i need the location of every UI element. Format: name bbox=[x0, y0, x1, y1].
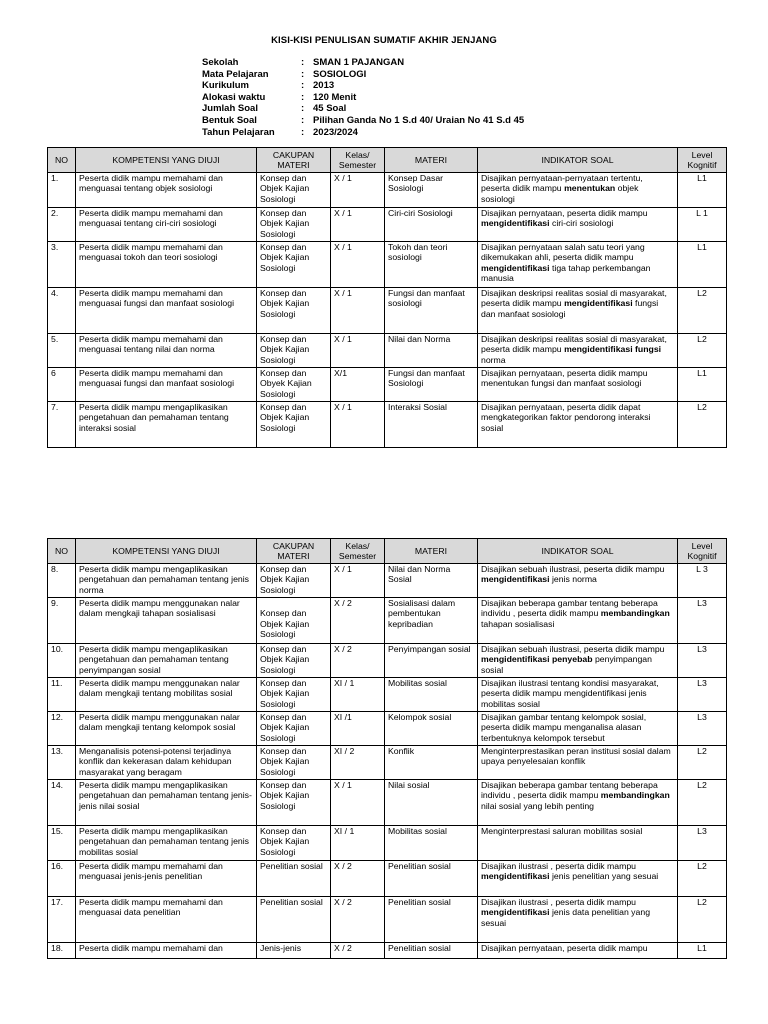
indikator-text: Disajikan gambar tentang kelompok sosial, peserta didik mampu menganalisa alasan terbentuknya kelompok tersebut bbox=[481, 712, 647, 743]
kelas-cell: X / 1 bbox=[331, 402, 385, 448]
level-cell: L1 bbox=[678, 943, 727, 959]
meta-colon: : bbox=[301, 80, 305, 92]
meta-row bbox=[202, 103, 524, 115]
meta-value: 45 Soal bbox=[313, 103, 347, 115]
meta-row bbox=[202, 80, 524, 92]
table-row bbox=[48, 678, 727, 712]
table-row bbox=[48, 897, 727, 943]
materi-cell: Ciri-ciri Sosiologi bbox=[385, 208, 478, 242]
col-header-materi: MATERI bbox=[385, 539, 478, 564]
kompetensi-cell: Peserta didik mampu memahami dan menguasai tentang nilai dan norma bbox=[76, 334, 257, 368]
materi-cell: Penelitian sosial bbox=[385, 897, 478, 943]
kompetensi-cell: Peserta didik mampu mengaplikasikan pengetahuan dan pemahaman tentang penyimpangan sosial bbox=[76, 644, 257, 678]
materi-cell: Fungsi dan manfaat Sosiologi bbox=[385, 368, 478, 402]
indikator-text: Disajikan pernyataan, peserta didik mampu bbox=[481, 943, 648, 953]
document-title: KISI-KISI PENULISAN SUMATIF AKHIR JENJANG bbox=[271, 35, 497, 46]
indikator-cell bbox=[478, 564, 678, 598]
kelas-cell: X / 2 bbox=[331, 943, 385, 959]
materi-cell: Interaksi Sosial bbox=[385, 402, 478, 448]
indikator-text: Disajikan deskripsi realitas sosial di masyarakat, peserta didik mampu bbox=[481, 334, 667, 355]
indikator-keyword: menentukan bbox=[564, 183, 616, 194]
kompetensi-cell: Peserta didik mampu memahami dan bbox=[76, 943, 257, 959]
cakupan-cell: Jenis-jenis bbox=[257, 943, 331, 959]
meta-colon: : bbox=[301, 114, 305, 126]
indikator-cell bbox=[478, 678, 678, 712]
materi-cell: Konsep Dasar Sosiologi bbox=[385, 173, 478, 208]
meta-colon: : bbox=[301, 126, 305, 138]
indikator-text: Disajikan pernyataan, peserta didik mampu bbox=[481, 208, 648, 218]
indikator-text-end: penyimpangan sosial bbox=[481, 654, 652, 675]
indikator-keyword: mengidentifikasi bbox=[564, 298, 633, 309]
indikator-text: Disajikan ilustrasi tentang kondisi masyarakat, peserta didik mampu mengidentifikasi jenis mobilitas sosial bbox=[481, 678, 659, 709]
cakupan-cell: Konsep dan Objek Kajian Sosiologi bbox=[257, 242, 331, 288]
meta-label: Mata Pelajaran bbox=[202, 68, 269, 80]
table-header-row bbox=[48, 539, 727, 564]
kelas-cell: X / 1 bbox=[331, 208, 385, 242]
row-number: 15. bbox=[48, 826, 76, 861]
kelas-cell: XI / 1 bbox=[331, 678, 385, 712]
indikator-text: Menginterprestasikan peran institusi sosial dalam upaya penyelesaian konflik bbox=[481, 746, 671, 767]
meta-colon: : bbox=[301, 91, 305, 103]
materi-cell: Nilai dan Norma Sosial bbox=[385, 564, 478, 598]
cakupan-cell: Konsep dan Objek Kajian Sosiologi bbox=[257, 288, 331, 334]
indikator-keyword: mengidentifikasi bbox=[481, 907, 550, 918]
meta-label: Jumlah Soal bbox=[202, 103, 258, 115]
indikator-text-end: nilai sosial yang lebih penting bbox=[481, 800, 595, 811]
level-cell: L1 bbox=[678, 368, 727, 402]
kelas-cell: X / 2 bbox=[331, 897, 385, 943]
level-cell: L3 bbox=[678, 712, 727, 746]
indikator-text-end: norma bbox=[481, 354, 506, 365]
indikator-cell bbox=[478, 288, 678, 334]
row-number: 5. bbox=[48, 334, 76, 368]
kompetensi-cell: Peserta didik mampu mengaplikasikan pengetahuan dan pemahaman tentang jenis norma bbox=[76, 564, 257, 598]
kisi-table-2 bbox=[47, 538, 727, 959]
meta-label: Tahun Pelajaran bbox=[202, 126, 275, 138]
cakupan-cell: Konsep dan Objek Kajian Sosiologi bbox=[257, 780, 331, 826]
indikator-text: Disajikan sebuah ilustrasi, peserta didik mampu bbox=[481, 564, 665, 574]
row-number: 10. bbox=[48, 644, 76, 678]
col-header-cakupan: CAKUPAN MATERI bbox=[257, 148, 331, 173]
indikator-cell bbox=[478, 943, 678, 959]
indikator-keyword: mengidentifikasi penyebab bbox=[481, 654, 593, 665]
table-header-row bbox=[48, 148, 727, 173]
col-header-cakupan: CAKUPAN MATERI bbox=[257, 539, 331, 564]
indikator-text: Menginterprestasi saluran mobilitas sosial bbox=[481, 826, 643, 836]
row-number: 17. bbox=[48, 897, 76, 943]
row-number: 7. bbox=[48, 402, 76, 448]
kompetensi-cell: Peserta didik mampu memahami dan menguasai jenis-jenis penelitian bbox=[76, 861, 257, 897]
table-row bbox=[48, 943, 727, 959]
row-number: 1. bbox=[48, 173, 76, 208]
col-header-kompetensi: KOMPETENSI YANG DIUJI bbox=[76, 539, 257, 564]
cakupan-cell: Konsep dan Objek Kajian Sosiologi bbox=[257, 402, 331, 448]
meta-label: Sekolah bbox=[202, 57, 239, 68]
indikator-text: Disajikan beberapa gambar tentang beberapa individu , peserta didik mampu bbox=[481, 780, 658, 801]
level-cell: L 3 bbox=[678, 564, 727, 598]
kompetensi-cell: Peserta didik mampu memahami dan menguasai tokoh dan teori sosiologi bbox=[76, 242, 257, 288]
indikator-keyword: membandingkan bbox=[600, 608, 670, 619]
materi-cell: Penyimpangan sosial bbox=[385, 644, 478, 678]
kelas-cell: X / 1 bbox=[331, 780, 385, 826]
level-cell: L3 bbox=[678, 678, 727, 712]
meta-value: Pilihan Ganda No 1 S.d 40/ Uraian No 41 S.d 45 bbox=[313, 114, 525, 126]
cakupan-cell: Konsep dan Objek Kajian Sosiologi bbox=[257, 334, 331, 368]
col-header-kelas: Kelas/ Semester bbox=[331, 148, 385, 173]
level-cell: L1 bbox=[678, 173, 727, 208]
table-row bbox=[48, 564, 727, 598]
materi-cell: Penelitian sosial bbox=[385, 943, 478, 959]
kompetensi-cell: Peserta didik mampu memahami dan menguasai tentang ciri-ciri sosiologi bbox=[76, 208, 257, 242]
col-header-no: NO bbox=[48, 148, 76, 173]
indikator-cell bbox=[478, 334, 678, 368]
indikator-keyword: mengidentifikasi bbox=[481, 218, 550, 229]
indikator-cell bbox=[478, 242, 678, 288]
kompetensi-cell: Peserta didik mampu memahami dan menguasai fungsi dan manfaat sosiologi bbox=[76, 368, 257, 402]
kompetensi-cell: Peserta didik mampu mengaplikasikan pengetahuan dan pemahaman tentang interaksi sosial bbox=[76, 402, 257, 448]
indikator-keyword: mengidentifikasi bbox=[481, 262, 550, 273]
level-cell: L2 bbox=[678, 746, 727, 780]
row-number: 12. bbox=[48, 712, 76, 746]
kelas-cell: X / 1 bbox=[331, 242, 385, 288]
materi-cell: Kelompok sosial bbox=[385, 712, 478, 746]
table-row bbox=[48, 402, 727, 448]
meta-value: SOSIOLOGI bbox=[313, 68, 367, 80]
kompetensi-cell: Peserta didik mampu memahami dan menguasai fungsi dan manfaat sosiologi bbox=[76, 288, 257, 334]
cakupan-cell: Konsep dan Objek Kajian Sosiologi bbox=[257, 678, 331, 712]
row-number: 6 bbox=[48, 368, 76, 402]
indikator-keyword: mengidentifikasi bbox=[481, 871, 550, 882]
kelas-cell: X / 2 bbox=[331, 598, 385, 644]
level-cell: L2 bbox=[678, 334, 727, 368]
indikator-text: Disajikan ilustrasi , peserta didik mampu bbox=[481, 861, 636, 871]
row-number: 16. bbox=[48, 861, 76, 897]
meta-row bbox=[202, 69, 524, 81]
table-row bbox=[48, 334, 727, 368]
level-cell: L3 bbox=[678, 826, 727, 861]
materi-cell: Nilai sosial bbox=[385, 780, 478, 826]
indikator-cell bbox=[478, 402, 678, 448]
kompetensi-cell: Menganalisis potensi-potensi terjadinya konflik dan kekerasan dalam kehidupan masyarakat yang beragam bbox=[76, 746, 257, 780]
cakupan-cell: Penelitian sosial bbox=[257, 861, 331, 897]
cakupan-cell: Konsep dan Objek Kajian Sosiologi bbox=[257, 564, 331, 598]
kelas-cell: X / 1 bbox=[331, 173, 385, 208]
indikator-text-end: jenis penelitian yang sesuai bbox=[549, 871, 659, 882]
row-number: 4. bbox=[48, 288, 76, 334]
meta-colon: : bbox=[301, 68, 305, 80]
row-number: 8. bbox=[48, 564, 76, 598]
kompetensi-cell: Peserta didik mampu mengaplikasikan pengetahuan dan pemahaman tentang jenis mobilitas sosial bbox=[76, 826, 257, 861]
row-number: 3. bbox=[48, 242, 76, 288]
kelas-cell: X / 2 bbox=[331, 644, 385, 678]
cakupan-cell: Konsep dan Objek Kajian Sosiologi bbox=[257, 826, 331, 861]
indikator-keyword: membandingkan bbox=[600, 790, 670, 801]
meta-value: SMAN 1 PAJANGAN bbox=[313, 57, 405, 68]
table-row bbox=[48, 644, 727, 678]
table-row bbox=[48, 861, 727, 897]
kompetensi-cell: Peserta didik mampu memahami dan menguasai data penelitian bbox=[76, 897, 257, 943]
table-row bbox=[48, 173, 727, 208]
row-number: 18. bbox=[48, 943, 76, 959]
meta-row bbox=[202, 115, 524, 127]
indikator-text: Disajikan pernyataan salah satu teori yang dikemukakan ahli, peserta didik mampu bbox=[481, 242, 645, 263]
kelas-cell: XI / 1 bbox=[331, 826, 385, 861]
indikator-cell bbox=[478, 746, 678, 780]
level-cell: L2 bbox=[678, 897, 727, 943]
indikator-keyword: mengidentifikasi fungsi bbox=[564, 344, 662, 355]
indikator-cell bbox=[478, 598, 678, 644]
materi-cell: Fungsi dan manfaat sosiologi bbox=[385, 288, 478, 334]
kelas-cell: XI /1 bbox=[331, 712, 385, 746]
indikator-text: Disajikan pernyataan, peserta didik mampu menentukan fungsi dan manfaat sosiologi bbox=[481, 368, 648, 389]
row-number: 14. bbox=[48, 780, 76, 826]
kelas-cell: X / 2 bbox=[331, 861, 385, 897]
table-row bbox=[48, 746, 727, 780]
col-header-materi: MATERI bbox=[385, 148, 478, 173]
indikator-text-end: jenis norma bbox=[549, 574, 597, 585]
meta-row bbox=[202, 127, 524, 139]
level-cell: L2 bbox=[678, 402, 727, 448]
meta-colon: : bbox=[301, 103, 305, 115]
meta-value: 2023/2024 bbox=[313, 126, 358, 138]
materi-cell: Sosialisasi dalam pembentukan kepribadian bbox=[385, 598, 478, 644]
table-row bbox=[48, 598, 727, 644]
cakupan-cell: Konsep dan Objek Kajian Sosiologi bbox=[257, 598, 331, 644]
materi-cell: Tokoh dan teori sosiologi bbox=[385, 242, 478, 288]
indikator-text-end: objek sosiologi bbox=[481, 183, 639, 204]
table-row bbox=[48, 208, 727, 242]
col-header-indikator: INDIKATOR SOAL bbox=[478, 148, 678, 173]
row-number: 9. bbox=[48, 598, 76, 644]
level-cell: L3 bbox=[678, 598, 727, 644]
indikator-text-end: ciri-ciri sosiologi bbox=[549, 218, 614, 229]
materi-cell: Penelitian sosial bbox=[385, 861, 478, 897]
indikator-text: Disajikan pernyataan, peserta didik dapat mengkategorikan faktor pendorong interaksi sosial bbox=[481, 402, 651, 433]
materi-cell: Mobilitas sosial bbox=[385, 678, 478, 712]
indikator-text: Disajikan sebuah ilustrasi, peserta didik mampu bbox=[481, 644, 665, 654]
kelas-cell: X / 1 bbox=[331, 288, 385, 334]
col-header-no: NO bbox=[48, 539, 76, 564]
cakupan-cell: Konsep dan Objek Kajian Sosiologi bbox=[257, 644, 331, 678]
col-header-level: Level Kognitif bbox=[678, 539, 727, 564]
table-row bbox=[48, 780, 727, 826]
level-cell: L1 bbox=[678, 242, 727, 288]
table-row bbox=[48, 242, 727, 288]
indikator-cell bbox=[478, 861, 678, 897]
cakupan-cell: Konsep dan Objek Kajian Sosiologi bbox=[257, 208, 331, 242]
indikator-text: Disajikan ilustrasi , peserta didik mampu bbox=[481, 897, 636, 907]
cakupan-cell: Konsep dan Objek Kajian Sosiologi bbox=[257, 173, 331, 208]
meta-row bbox=[202, 57, 524, 69]
materi-cell: Nilai dan Norma bbox=[385, 334, 478, 368]
indikator-text-end: jenis data penelitian yang sesuai bbox=[481, 907, 651, 928]
level-cell: L3 bbox=[678, 644, 727, 678]
col-header-level: Level Kognitif bbox=[678, 148, 727, 173]
indikator-text: Disajikan deskripsi realitas sosial di masyarakat, peserta didik mampu bbox=[481, 288, 667, 309]
indikator-cell bbox=[478, 897, 678, 943]
cakupan-cell: Penelitian sosial bbox=[257, 897, 331, 943]
meta-row bbox=[202, 92, 524, 104]
indikator-text: Disajikan pernyataan-pernyataan tertentu, peserta didik mampu bbox=[481, 173, 643, 194]
level-cell: L2 bbox=[678, 861, 727, 897]
level-cell: L2 bbox=[678, 780, 727, 826]
kelas-cell: X / 1 bbox=[331, 334, 385, 368]
kelas-cell: X / 1 bbox=[331, 564, 385, 598]
meta-label: Alokasi waktu bbox=[202, 91, 266, 103]
indikator-text-end: fungsi dan manfaat sosiologi bbox=[481, 298, 659, 319]
table-row bbox=[48, 826, 727, 861]
table-row bbox=[48, 288, 727, 334]
col-header-indikator: INDIKATOR SOAL bbox=[478, 539, 678, 564]
meta-value: 2013 bbox=[313, 80, 335, 92]
indikator-cell bbox=[478, 208, 678, 242]
kompetensi-cell: Peserta didik mampu menggunakan nalar dalam mengkaji tentang kelompok sosial bbox=[76, 712, 257, 746]
col-header-kelas: Kelas/ Semester bbox=[331, 539, 385, 564]
cakupan-cell: Konsep dan Objek Kajian Sosiologi bbox=[257, 746, 331, 780]
indikator-cell bbox=[478, 780, 678, 826]
level-cell: L 1 bbox=[678, 208, 727, 242]
indikator-cell bbox=[478, 712, 678, 746]
indikator-keyword: mengidentifikasi bbox=[481, 574, 550, 585]
kompetensi-cell: Peserta didik mampu menggunakan nalar dalam mengkaji tentang mobilitas sosial bbox=[76, 678, 257, 712]
kompetensi-cell: Peserta didik mampu memahami dan menguasai tentang objek sosiologi bbox=[76, 173, 257, 208]
indikator-cell bbox=[478, 826, 678, 861]
meta-label: Kurikulum bbox=[202, 80, 249, 92]
table-row bbox=[48, 712, 727, 746]
meta-colon: : bbox=[301, 57, 305, 68]
kelas-cell: X/1 bbox=[331, 368, 385, 402]
materi-cell: Konflik bbox=[385, 746, 478, 780]
kompetensi-cell: Peserta didik mampu menggunakan nalar dalam mengkaji tahapan sosialisasi bbox=[76, 598, 257, 644]
cakupan-cell: Konsep dan Objek Kajian Sosiologi bbox=[257, 712, 331, 746]
level-cell: L2 bbox=[678, 288, 727, 334]
table-row bbox=[48, 368, 727, 402]
indikator-text-end: tahapan sosialisasi bbox=[481, 618, 555, 629]
col-header-kompetensi: KOMPETENSI YANG DIUJI bbox=[76, 148, 257, 173]
cakupan-cell: Konsep dan Obyek Kajian Sosiologi bbox=[257, 368, 331, 402]
meta-label: Bentuk Soal bbox=[202, 114, 257, 126]
materi-cell: Mobilitas sosial bbox=[385, 826, 478, 861]
kompetensi-cell: Peserta didik mampu mengaplikasikan pengetahuan dan pemahaman tentang jenis-jenis nilai sosial bbox=[76, 780, 257, 826]
indikator-cell bbox=[478, 368, 678, 402]
row-number: 2. bbox=[48, 208, 76, 242]
kelas-cell: XI / 2 bbox=[331, 746, 385, 780]
indikator-text: Disajikan beberapa gambar tentang beberapa individu , peserta didik mampu bbox=[481, 598, 658, 619]
kisi-table-1 bbox=[47, 147, 727, 448]
meta-value: 120 Menit bbox=[313, 91, 357, 103]
indikator-text-end: tiga tahap perkembangan manusia bbox=[481, 262, 651, 284]
row-number: 11. bbox=[48, 678, 76, 712]
row-number: 13. bbox=[48, 746, 76, 780]
indikator-cell bbox=[478, 644, 678, 678]
document-meta bbox=[202, 57, 524, 138]
indikator-cell bbox=[478, 173, 678, 208]
